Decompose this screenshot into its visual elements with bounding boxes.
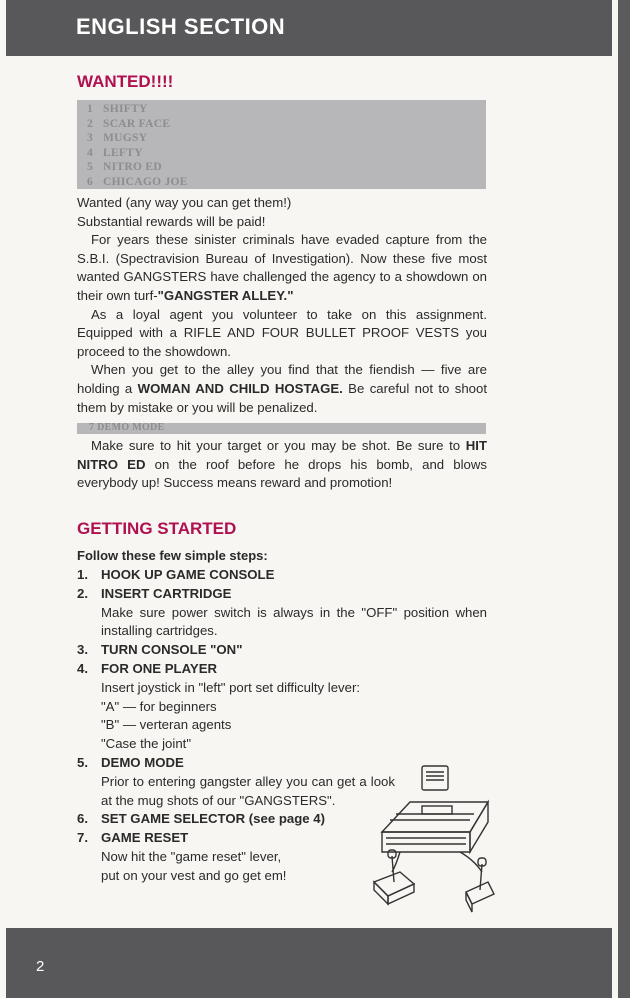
paragraph: For years these sinister criminals have evaded capture from the S.B.I. (Spectravision Bureau of Investigation). Now these five most wanted GANGSTERS have challenged the agency to a showdown on their own turf-"GANGSTER ALLEY." [77,232,487,303]
list-item: 4. FOR ONE PLAYER [77,660,218,676]
page-edge [618,0,630,998]
wanted-body [77,194,487,417]
page-number: 2 [36,958,45,975]
page-title: ENGLISH SECTION [76,14,286,39]
list-item: 6. SET GAME SELECTOR (see page 4) [77,811,325,827]
header-bar [6,0,612,56]
paragraph: Make sure to hit your target or you may be shot. Be sure to HIT NITRO ED on the roof before he drops his bomb, and blows everybody up! Success means reward and promotion! [77,438,487,491]
step-text: "Case the joint" [101,736,192,752]
cartridge-icon [422,766,448,790]
step-text: Make sure power switch is always in the "OFF" position when installing cartridges. [101,604,487,639]
paragraph: When you get to the alley you find that the fiendish — five are holding a WOMAN AND CHILD HOSTAGE. Be careful not to shoot them by mistake or you will be penalized. [77,362,488,415]
step-text: Insert joystick in "left" port set difficulty lever: [101,679,361,695]
step-text: "B" — verteran agents [101,717,232,733]
list-item: 1 SHIFTY [87,103,148,115]
step-text: Prior to entering gangster alley you can get a look at the mug shots of our "GANGSTERS". [101,773,395,808]
list-item: 5 NITRO ED [87,161,162,173]
list-item: 3. TURN CONSOLE "ON" [77,642,243,658]
suspect-list [77,100,486,189]
footer-bar [6,928,612,998]
list-item: 6 CHICAGO JOE [87,175,188,188]
step-text: put on your vest and go get em! [101,867,287,883]
suspect-list-box [77,100,486,189]
getting-started-heading: GETTING STARTED [77,519,237,538]
list-item: 3 MUGSY [87,132,148,144]
paragraph: Wanted (any way you can get them!) [77,195,292,210]
demo-body [77,437,487,493]
paragraph: As a loyal agent you volunteer to take on this assignment. Equipped with a RIFLE AND FOUR BULLET PROOF VESTS you proceed to the showdown. [77,306,487,359]
list-item: 4 LEFTY [87,146,143,159]
demo-mode-bar [77,423,486,434]
demo-mode-label: 7 DEMO MODE [89,422,165,433]
list-item: 7. GAME RESET [77,830,189,846]
list-item: 2 SCAR FACE [87,117,171,130]
console-joystick-illustration [370,760,495,925]
step-text: Now hit the "game reset" lever, [101,848,282,864]
list-item: 2. INSERT CARTRIDGE [77,585,232,601]
step-text: "A" — for beginners [101,698,217,714]
steps-intro: Follow these few simple steps: [77,548,268,563]
wanted-heading: WANTED!!!! [77,72,174,91]
paragraph: Substantial rewards will be paid! [77,213,266,229]
list-item: 5. DEMO MODE [77,754,184,770]
list-item: 1. HOOK UP GAME CONSOLE [77,567,275,582]
